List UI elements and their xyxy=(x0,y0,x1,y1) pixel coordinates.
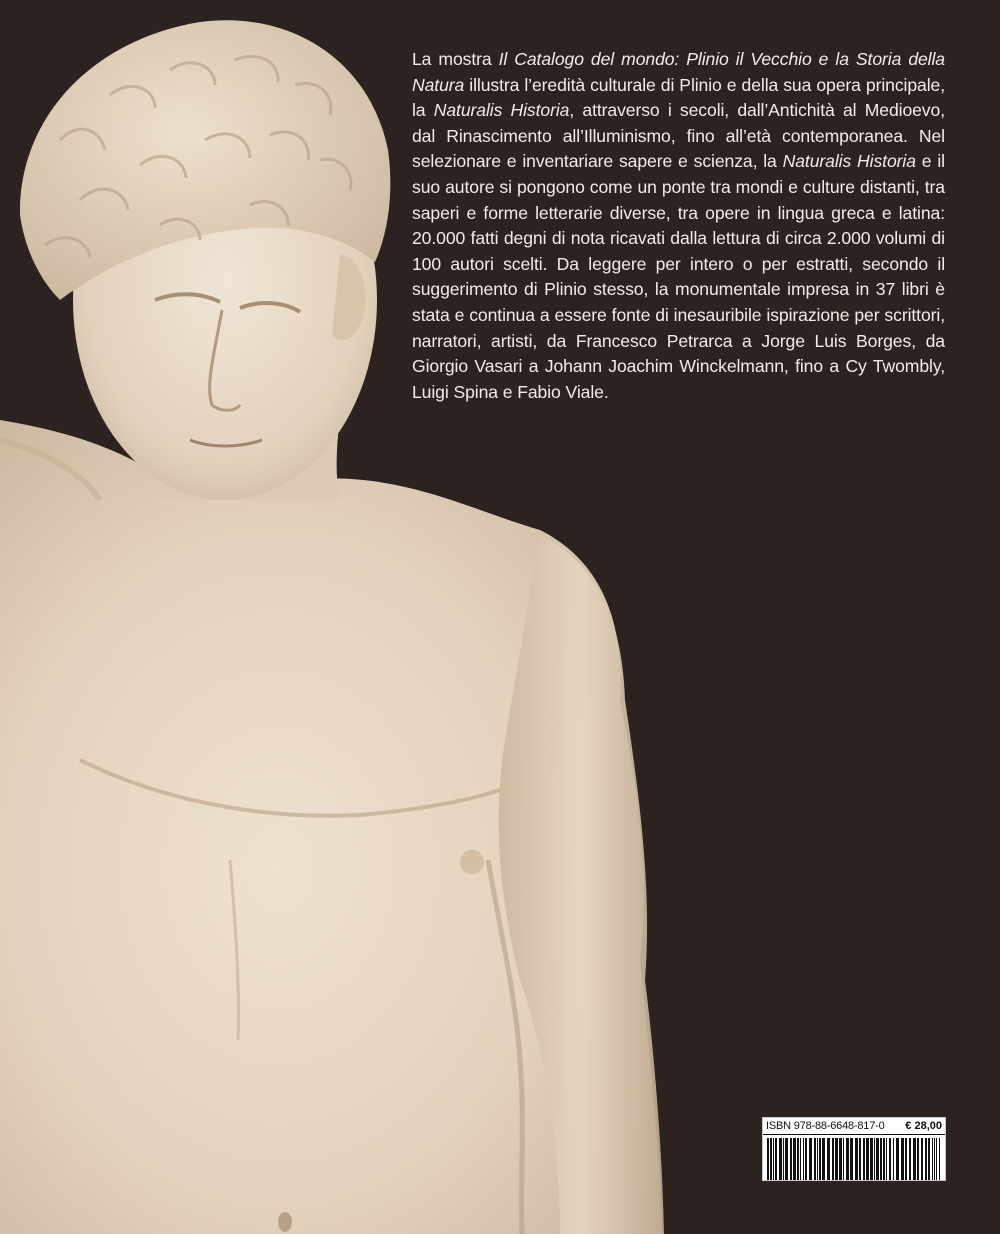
barcode-stripe xyxy=(793,1138,796,1180)
barcode-stripe xyxy=(886,1138,887,1180)
price-label: € 28,00 xyxy=(905,1120,942,1132)
barcode-stripe xyxy=(843,1138,844,1180)
work-title-1: Naturalis Historia xyxy=(433,100,570,121)
work-title-2: Naturalis Historia xyxy=(782,151,916,172)
barcode-stripe xyxy=(874,1138,875,1180)
barcode-stripe xyxy=(767,1138,769,1180)
barcode-stripe xyxy=(936,1138,937,1180)
barcode-header xyxy=(763,1118,945,1135)
barcode-stripe xyxy=(934,1138,935,1180)
barcode-stripe xyxy=(909,1138,911,1180)
barcode-stripe xyxy=(797,1138,799,1180)
blurb-text-1: La mostra xyxy=(412,49,499,69)
exhibition-title: Il Catalogo del mondo: Plinio il Vecchio e la Storia della Natura xyxy=(412,49,945,95)
isbn-barcode xyxy=(762,1117,946,1181)
barcode-stripe xyxy=(775,1138,777,1180)
barcode-stripe xyxy=(880,1138,882,1180)
blurb-text-4: e il suo autore si pongono come un ponte tra mondi e culture distanti, tra saperi e forme letterarie diverse, tra opere in lingua greca e latina: 20.000 fatti degni di nota ricavati dalla lettura di circa 2.000 volumi di 100 autori scelti. Da leggere per intero o per estratti, secondo il suggerimento di Plinio stesso, la monumentale impresa in 37 libri è stata e continua a essere fonte di inesauribile ispirazione per scrittori, narratori, artisti, da Francesco Petrarca a Jorge Luis Borges, da Giorgio Vasari a Johann Joachim Winckelmann, fino a Cy Twombly, Luigi Spina e Fabio Viale. xyxy=(412,151,945,402)
barcode-stripe xyxy=(809,1138,812,1180)
barcode-stripe xyxy=(814,1138,816,1180)
barcode-stripe xyxy=(870,1138,873,1180)
blurb-text-3: , attraverso i secoli, dall’Antichità al Medioevo, dal Rinascimento all’Illuminismo, fino all’età contemporanea. Nel selezionare e inventariare sapere e scienza, la xyxy=(412,100,945,172)
barcode-stripe xyxy=(859,1138,861,1180)
barcode-stripe xyxy=(876,1138,879,1180)
back-cover-description xyxy=(412,47,945,405)
barcode-stripe xyxy=(928,1138,930,1180)
barcode-stripe xyxy=(896,1138,899,1180)
barcode-stripe xyxy=(805,1138,807,1180)
barcode-stripe xyxy=(827,1138,830,1180)
barcode-stripe xyxy=(921,1138,923,1180)
barcode-stripe xyxy=(905,1138,907,1180)
barcode-stripe xyxy=(839,1138,842,1180)
barcode-bars xyxy=(766,1138,942,1180)
barcode-stripe xyxy=(817,1138,818,1180)
blurb-text-2: illustra l’eredità culturale di Plinio e della sua opera principale, la xyxy=(412,74,945,121)
barcode-stripe xyxy=(770,1138,772,1180)
barcode-stripe xyxy=(779,1138,782,1180)
barcode-stripe xyxy=(846,1138,849,1180)
barcode-stripe xyxy=(917,1138,919,1180)
barcode-stripe xyxy=(913,1138,916,1180)
barcode-stripe xyxy=(866,1138,869,1180)
barcode-stripe xyxy=(889,1138,891,1180)
barcode-stripe xyxy=(901,1138,904,1180)
isbn-number: ISBN 978-88-6648-817-0 xyxy=(766,1120,885,1132)
barcode-stripe xyxy=(800,1138,801,1180)
barcode-stripe xyxy=(939,1138,940,1180)
barcode-stripe xyxy=(925,1138,927,1180)
barcode-stripe xyxy=(785,1138,788,1180)
barcode-stripe xyxy=(790,1138,792,1180)
barcode-stripe xyxy=(783,1138,784,1180)
barcode-stripe xyxy=(883,1138,885,1180)
barcode-stripe xyxy=(832,1138,834,1180)
barcode-stripe xyxy=(850,1138,853,1180)
barcode-stripe xyxy=(835,1138,838,1180)
barcode-stripe xyxy=(863,1138,865,1180)
barcode-stripe xyxy=(822,1138,825,1180)
barcode-stripe xyxy=(855,1138,858,1180)
barcode-stripe xyxy=(819,1138,821,1180)
barcode-stripe xyxy=(773,1138,774,1180)
barcode-stripe xyxy=(803,1138,804,1180)
barcode-stripe xyxy=(932,1138,933,1180)
barcode-stripe xyxy=(893,1138,894,1180)
